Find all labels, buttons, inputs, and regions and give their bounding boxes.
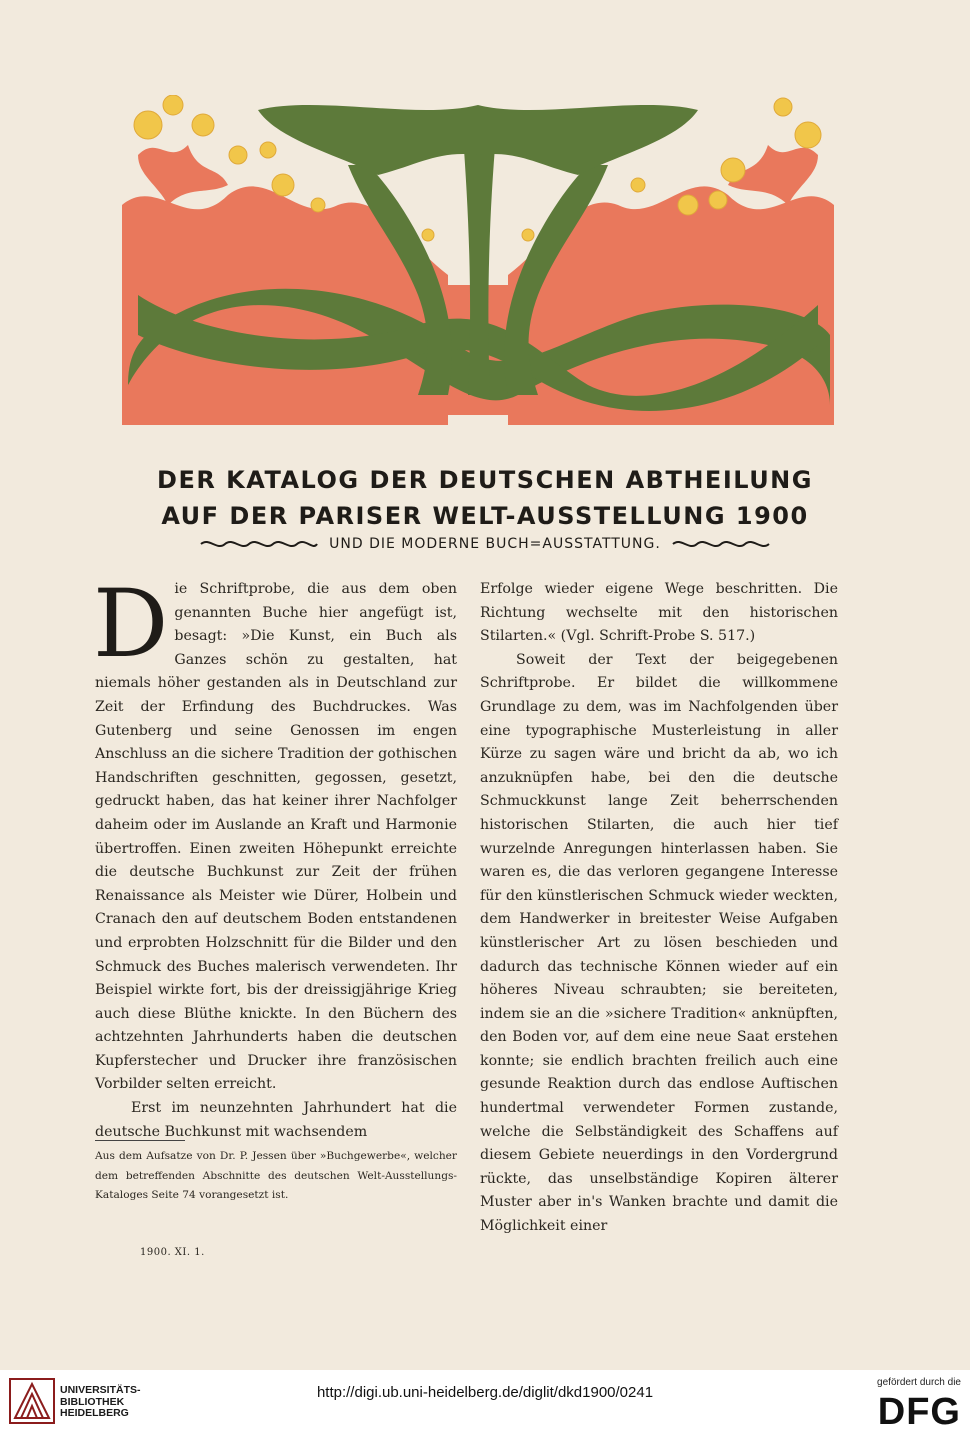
swirl-ornament-right-icon <box>671 537 771 551</box>
left-column <box>93 570 457 1144</box>
library-name-line-3: HEIDELBERG <box>60 1407 129 1419</box>
footnote-divider <box>95 1140 185 1141</box>
left-paragraph-2: Erst im neunzehnten Jahrhundert hat die deutsche Buchkunst mit wachsendem <box>95 1100 457 1140</box>
right-column <box>480 578 838 1239</box>
left-paragraph-1 <box>93 570 457 1097</box>
footnote: Aus dem Aufsatze von Dr. P. Jessen über »Buchgewerbe«, welcher dem betreffenden Abschnitte des deutschen Welt-Ausstellungs-Kataloges Seite 74 vorangesetzt ist. <box>95 1150 457 1201</box>
left-paragraph-1-text: ie Schriftprobe, die aus dem oben genannten Buche hier angefügt ist, besagt: »Die Kunst, ein Buch als Ganzes schön zu gestalten, hat niemals höher gestanden als in Deutschland zur Zeit der Erfindung des Buchdruckes. Was Gutenberg und seine Genossen im engen Anschluss an die sichere Tradition der gothischen Handschriften geschnitten, gegossen, gesetzt, gedruckt haben, das hat keiner ihrer Nachfolger daheim oder im Auslande an Kraft und Harmonie übertroffen. Einen zweiten Höhepunkt erreichte die deutsche Buchkunst zur Zeit der frühen Renaissance als Meister wie Dürer, Holbein und Cranach den auf deutschem Boden entstandenen und erprobten Holzschnitt für die Bilder und den Schmuck des Buches malerisch verwendeten. Ihr Beispiel wirkte fort, bis der dreissigjährige Krieg auch diese Blüthe knickte. In den Büchern des achtzehnten Jahrhunderts haben die deutschen Kupferstecher und Drucker ihre französischen Vorbilder selten erreicht. <box>95 581 457 1093</box>
dfg-logo: DFG <box>877 1391 961 1433</box>
swirl-ornament-left-icon <box>199 537 319 551</box>
art-nouveau-tree-ornament <box>118 95 838 425</box>
page-title-line-1: DER KATALOG DER DEUTSCHEN ABTHEILUNG <box>157 466 813 494</box>
sponsor-caption: gefördert durch die <box>877 1377 961 1388</box>
library-name-line-1: UNIVERSITÄTS- <box>60 1384 141 1396</box>
subtitle-row <box>0 536 970 552</box>
library-name-line-2: BIBLIOTHEK <box>60 1395 125 1408</box>
drop-cap: D <box>93 570 169 679</box>
page-title-line-2: AUF DER PARISER WELT-AUSSTELLUNG 1900 <box>161 502 809 530</box>
printer-signature: 1900. XI. 1. <box>140 1247 205 1258</box>
right-paragraph-1: Erfolge wieder eigene Wege beschritten. Die Richtung wechselte mit den historischen Stilarten.« (Vgl. Schrift-Probe S. 517.) <box>480 581 838 645</box>
footer-bar <box>0 1370 970 1437</box>
subtitle: UND DIE MODERNE BUCH=AUSSTATTUNG. <box>329 536 661 552</box>
right-paragraph-2: Soweit der Text der beigegebenen Schriftprobe. Er bildet die willkommene Grundlage zu dem, was im Nachfolgenden über eine typographische Musterleistung in aller Kürze zu sagen wäre und bricht da ab, wo ich anzuknüpfen habe, bei den die deutsche Schmuckkunst lange Zeit beherrschenden historischen Stilarten, die auch hier tief wurzelnde Anregungen hinterlassen haben. Sie waren es, die das verloren gegangene Interesse für den künstlerischen Schmuck wieder weckten, dem Handwerker in breitester Weise Aufgaben künstlerischer Art zu lösen beschieden und dadurch das technische Können wieder auf ein höheres Niveau schraubten; sie bereiteten, indem sie an die »sichere Tradition« anknüpften, den Boden vor, auf dem eine neue Saat erstehen konnte; sie endlich brachten freilich auch eine gesunde Reaktion durch das endlose Auftischen hundertmal verwendeter Formen zustande, welche die Selbständigkeit des Schaffens auf diesem Gebiete neuerdings in den Vordergrund rückte, das unselbständige Kopiren älterer Muster aber in's Wanken brachte und damit die Möglichkeit einer <box>480 651 838 1235</box>
source-url-link[interactable]: http://digi.ub.uni-heidelberg.de/diglit/dkd1900/0241 <box>316 1384 654 1401</box>
